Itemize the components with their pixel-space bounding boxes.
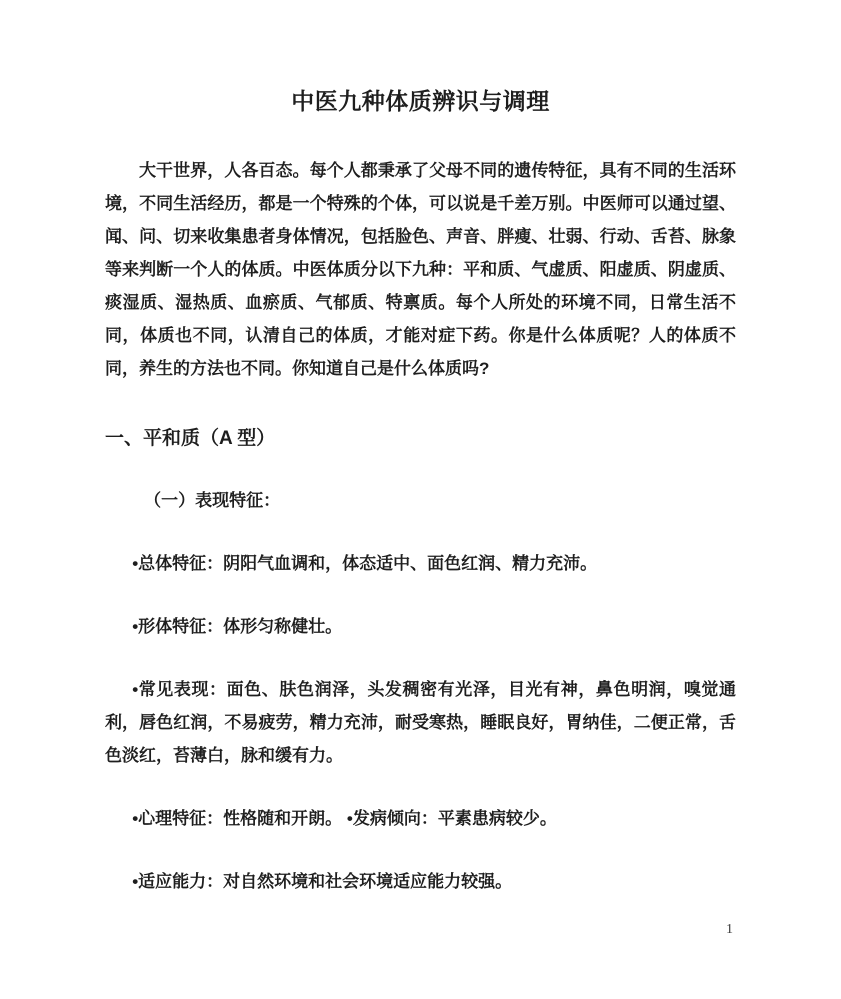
document-content: [105, 0, 736, 898]
bullet-adaptability: •适应能力：对自然环境和社会环境适应能力较强。: [132, 872, 513, 891]
bullet-common-manifestations: •常见表现：面色、肤色润泽，头发稠密有光泽，目光有神，鼻色明润，嗅觉通利，唇色红润，不易疲劳，精力充沛，耐受寒热，睡眠良好，胃纳佳，二便正常，舌色淡红，苔薄白，脉和缓有力。: [105, 680, 736, 765]
bullet-psychological-features: •心理特征：性格随和开朗。 •发病倾向：平素患病较少。: [132, 809, 557, 828]
section-heading-pinghe: 一、平和质（A 型）: [105, 428, 276, 449]
page-number: 1: [726, 922, 733, 937]
bullet-overall-features: •总体特征：阴阳气血调和，体态适中、面色红润、精力充沛。: [132, 554, 598, 573]
document-title: 中医九种体质辨识与调理: [291, 88, 550, 114]
subsection-heading-characteristics: （一）表现特征：: [144, 491, 281, 510]
intro-paragraph: 大干世界，人各百态。每个人都秉承了父母不同的遗传特征，具有不同的生活环境，不同生活经历，都是一个特殊的个体，可以说是千差万别。中医师可以通过望、闻、问、切来收集患者身体情况，包括脸色、声音、胖瘦、壮弱、行动、舌苔、脉象等来判断一个人的体质。中医体质分以下九种：平和质、气虚质、阳虚质、阴虚质、痰湿质、湿热质、血瘀质、气郁质、特禀质。每个人所处的环境不同，日常生活不同，体质也不同，认清自己的体质，才能对症下药。你是什么体质呢？人的体质不同，养生的方法也不同。你知道自己是什么体质吗?: [105, 161, 736, 378]
bullet-body-features: •形体特征：体形匀称健壮。: [132, 617, 343, 636]
